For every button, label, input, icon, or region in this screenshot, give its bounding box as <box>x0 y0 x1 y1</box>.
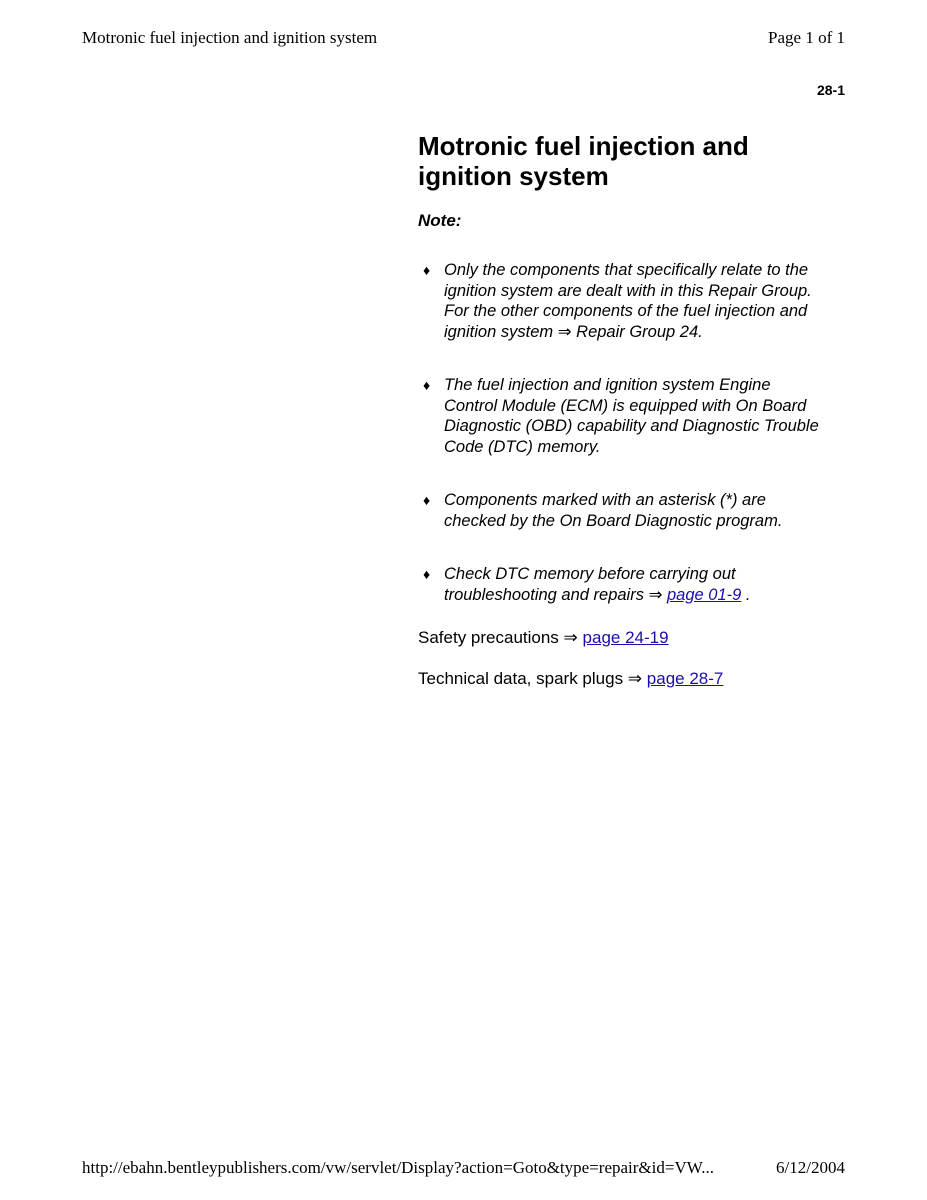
technical-data-label: Technical data, spark plugs <box>418 669 624 688</box>
note-item-text: Components marked with an asterisk (*) are checked by the On Board Diagnostic program. <box>444 491 783 530</box>
note-item-ecm-obd <box>418 375 828 457</box>
page-title: Motronic fuel injection and ignition system <box>418 131 749 191</box>
diamond-bullet-icon: ♦ <box>423 262 431 278</box>
diamond-bullet-icon: ♦ <box>423 377 431 393</box>
safety-precautions-line <box>418 628 848 648</box>
print-header-title: Motronic fuel injection and ignition system <box>82 28 378 47</box>
page-24-19-link[interactable]: page 24-19 <box>582 628 669 647</box>
page-28-7-link[interactable]: page 28-7 <box>646 669 724 688</box>
note-item-text: Check DTC memory before carrying out troubleshooting and repairs <box>444 565 736 604</box>
note-item-check-dtc-memory <box>418 564 828 605</box>
right-arrow-icon: ⇒ <box>557 322 572 341</box>
right-arrow-icon: ⇒ <box>627 669 643 688</box>
diamond-bullet-icon: ♦ <box>423 492 431 508</box>
note-item-ignition-components <box>418 260 828 342</box>
note-item-text: Only the components that specifically relate to the ignition system are dealt with in this Repair Group. For the other components of the fuel injection and ignition system <box>444 261 812 341</box>
right-arrow-icon: ⇒ <box>563 628 578 647</box>
safety-precautions-label: Safety precautions <box>418 628 559 647</box>
section-page-number: 28-1 <box>816 82 845 98</box>
diamond-bullet-icon: ♦ <box>423 566 431 582</box>
footer-date: 6/12/2004 <box>776 1158 845 1177</box>
right-arrow-icon: ⇒ <box>648 585 663 604</box>
footer-url: http://ebahn.bentleypublishers.com/vw/servlet/Display?action=Goto&type=repair&id=VW... <box>82 1158 714 1177</box>
repair-group-reference: Repair Group 24. <box>576 322 703 341</box>
main-content <box>418 131 848 689</box>
note-item-text: The fuel injection and ignition system Engine Control Module (ECM) is equipped with On Board Diagnostic (OBD) capability and Diagnostic Trouble Code (DTC) memory. <box>444 376 819 456</box>
page-01-9-link[interactable]: page 01-9 <box>666 585 742 604</box>
note-list <box>418 260 848 605</box>
print-header-page-count: Page 1 of 1 <box>768 28 845 47</box>
sentence-period: . <box>745 585 751 604</box>
technical-data-line <box>418 669 848 689</box>
note-label: Note: <box>418 211 462 230</box>
note-item-asterisk-components <box>418 490 828 531</box>
